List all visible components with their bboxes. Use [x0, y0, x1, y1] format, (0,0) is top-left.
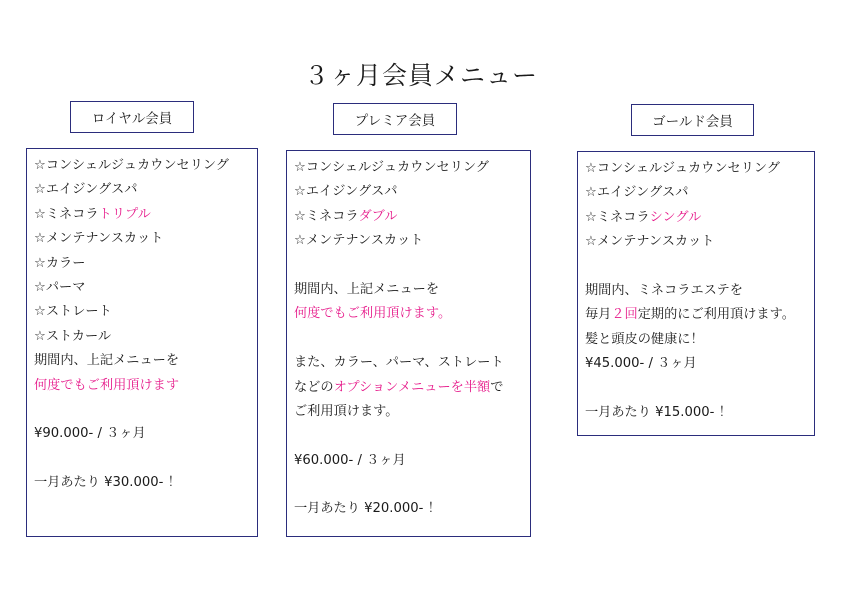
- gold-item-minecolla: [585, 206, 814, 230]
- premier-note-half-price-suffix: で: [490, 379, 504, 395]
- premier-item-minecolla-accent: ダブル: [358, 208, 398, 224]
- royal-price: ¥90.000- / ３ヶ月: [34, 426, 146, 442]
- premier-plan-card: [286, 150, 531, 537]
- royal-plan-card: [26, 148, 258, 537]
- gold-plan-label: ゴールド会員: [631, 104, 754, 136]
- royal-monthly-price: 一月あたり ¥30.000- ！: [34, 475, 181, 491]
- premier-item-maintenance-cut: ☆メンテナンスカット: [294, 233, 424, 249]
- premier-plan-label: プレミア会員: [333, 103, 457, 135]
- gold-item-aging-spa: ☆エイジングスパ: [585, 185, 689, 201]
- royal-item-minecolla: [34, 203, 257, 227]
- premier-note-options: また、カラー、パーマ、ストレート: [294, 355, 504, 371]
- spacer: [585, 255, 814, 279]
- premier-note-period: 期間内、上記メニューを: [294, 281, 440, 297]
- royal-item-counseling: ☆コンシェルジュカウンセリング: [34, 158, 229, 173]
- premier-note-half-price-prefix: などの: [294, 379, 334, 395]
- gold-plan-card: [577, 151, 815, 436]
- royal-item-minecolla-accent: トリプル: [98, 206, 151, 222]
- page-title: ３ヶ月会員メニュー: [303, 61, 538, 90]
- gold-note-health: 髪と頭皮の健康に！: [585, 331, 704, 347]
- premier-note-available: ご利用頂けます。: [294, 403, 399, 419]
- gold-note-monthly-prefix: 毎月: [585, 307, 612, 323]
- spacer: [34, 447, 257, 471]
- gold-note-monthly-accent: ２回: [611, 307, 638, 323]
- premier-note-half-price-accent: オプションメニューを半額: [333, 379, 491, 395]
- spacer: [294, 327, 530, 351]
- gold-note-period: 期間内、ミネコラエステを: [585, 282, 743, 298]
- royal-item-maintenance-cut: ☆メンテナンスカット: [34, 231, 164, 247]
- premier-monthly-price: 一月あたり ¥20.000- ！: [294, 501, 441, 517]
- gold-price: ¥45.000- / ３ヶ月: [585, 356, 697, 372]
- gold-item-counseling: ☆コンシェルジュカウンセリング: [585, 161, 780, 176]
- royal-note-period: 期間内、上記メニューを: [34, 353, 180, 369]
- spacer: [34, 398, 257, 422]
- gold-note-monthly-suffix: 定期的にご利用頂けます。: [637, 307, 795, 323]
- premier-note-unlimited: 何度でもご利用頂けます。: [294, 306, 452, 322]
- spacer: [294, 424, 530, 448]
- royal-item-minecolla-prefix: ☆ミネコラ: [34, 206, 99, 222]
- premier-price: ¥60.000- / ３ヶ月: [294, 452, 406, 468]
- premier-item-minecolla: [294, 205, 530, 229]
- gold-monthly-price: 一月あたり ¥15.000- ！: [585, 404, 732, 420]
- gold-item-maintenance-cut: ☆メンテナンスカット: [585, 234, 715, 250]
- spacer: [294, 473, 530, 497]
- royal-item-color: ☆カラー: [34, 255, 86, 271]
- premier-note-half-price: [294, 376, 530, 400]
- premier-item-counseling: ☆コンシェルジュカウンセリング: [294, 160, 489, 175]
- spacer: [294, 254, 530, 278]
- royal-item-perm: ☆パーマ: [34, 279, 86, 295]
- royal-plan-label: ロイヤル会員: [70, 101, 194, 133]
- gold-item-minecolla-accent: シングル: [649, 209, 702, 225]
- royal-item-stcurl: ☆ストカール: [34, 328, 112, 344]
- gold-note-monthly-twice: [585, 303, 814, 327]
- gold-item-minecolla-prefix: ☆ミネコラ: [585, 209, 650, 225]
- royal-item-aging-spa: ☆エイジングスパ: [34, 182, 138, 198]
- premier-item-minecolla-prefix: ☆ミネコラ: [294, 208, 359, 224]
- royal-note-unlimited: 何度でもご利用頂けます: [34, 377, 180, 393]
- royal-item-straight: ☆ストレート: [34, 304, 112, 320]
- spacer: [585, 377, 814, 401]
- premier-item-aging-spa: ☆エイジングスパ: [294, 184, 398, 200]
